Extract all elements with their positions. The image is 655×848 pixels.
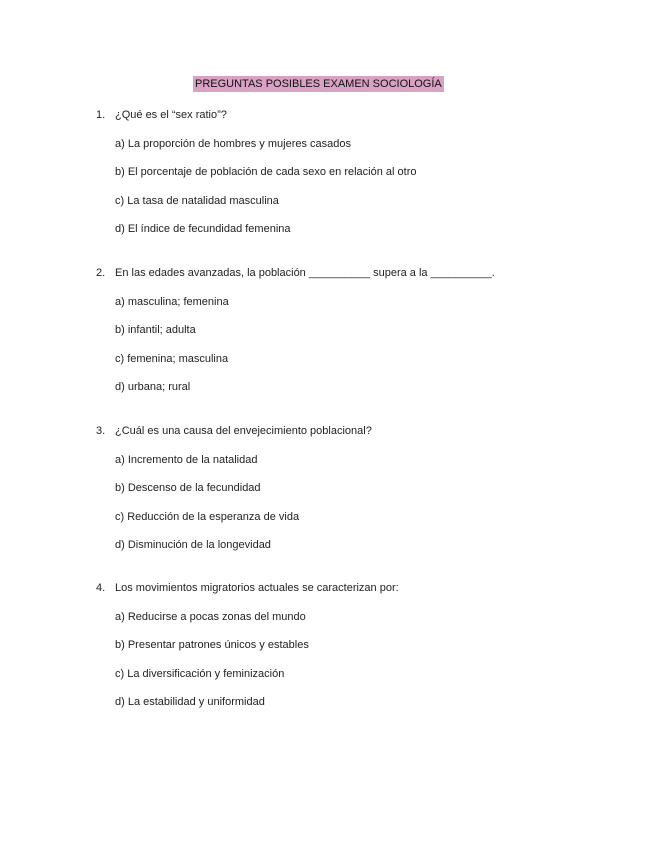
question-line — [96, 580, 616, 596]
question-text: ¿Cuál es una causa del envejecimiento poblacional? — [115, 425, 372, 437]
answer-option-b: b) El porcentaje de población de cada sexo en relación al otro — [115, 166, 417, 178]
question-number: 2. — [96, 267, 106, 279]
question-3 — [96, 423, 616, 566]
question-number: 3. — [96, 425, 106, 437]
question-number: 1. — [96, 109, 106, 121]
question-line — [96, 265, 616, 281]
question-1 — [96, 107, 616, 250]
question-text: ¿Qué es el “sex ratio”? — [115, 109, 227, 121]
answer-option-a: a) Incremento de la natalidad — [115, 453, 258, 466]
answer-option-b: b) Descenso de la fecundidad — [115, 482, 261, 494]
answer-option-a: a) La proporción de hombres y mujeres casados — [115, 137, 352, 150]
answer-option-d: d) Disminución de la longevidad — [115, 539, 271, 551]
question-text: En las edades avanzadas, la población __________ supera a la __________. — [115, 267, 495, 279]
question-line — [96, 107, 616, 123]
answer-option-c: c) femenina; masculina — [115, 352, 229, 365]
page-title: PREGUNTAS POSIBLES EXAMEN SOCIOLOGÍA — [195, 78, 442, 90]
question-line — [96, 423, 616, 439]
answer-option-c: c) Reducción de la esperanza de vida — [115, 510, 300, 523]
answer-option-d: d) urbana; rural — [115, 381, 191, 393]
answer-option-b: b) Presentar patrones únicos y estables — [115, 639, 309, 651]
answer-option-d: d) La estabilidad y uniformidad — [115, 696, 265, 708]
answer-option-d: d) El índice de fecundidad femenina — [115, 223, 291, 235]
answer-option-c: c) La tasa de natalidad masculina — [115, 194, 279, 207]
question-2 — [96, 265, 616, 408]
answer-option-c: c) La diversificación y feminización — [115, 667, 285, 680]
answer-option-b: b) infantil; adulta — [115, 324, 196, 336]
question-4 — [96, 580, 616, 723]
answer-option-a: a) Reducirse a pocas zonas del mundo — [115, 610, 306, 623]
question-text: Los movimientos migratorios actuales se caracterizan por: — [115, 582, 399, 594]
answer-option-a: a) masculina; femenina — [115, 295, 229, 308]
question-number: 4. — [96, 582, 106, 594]
